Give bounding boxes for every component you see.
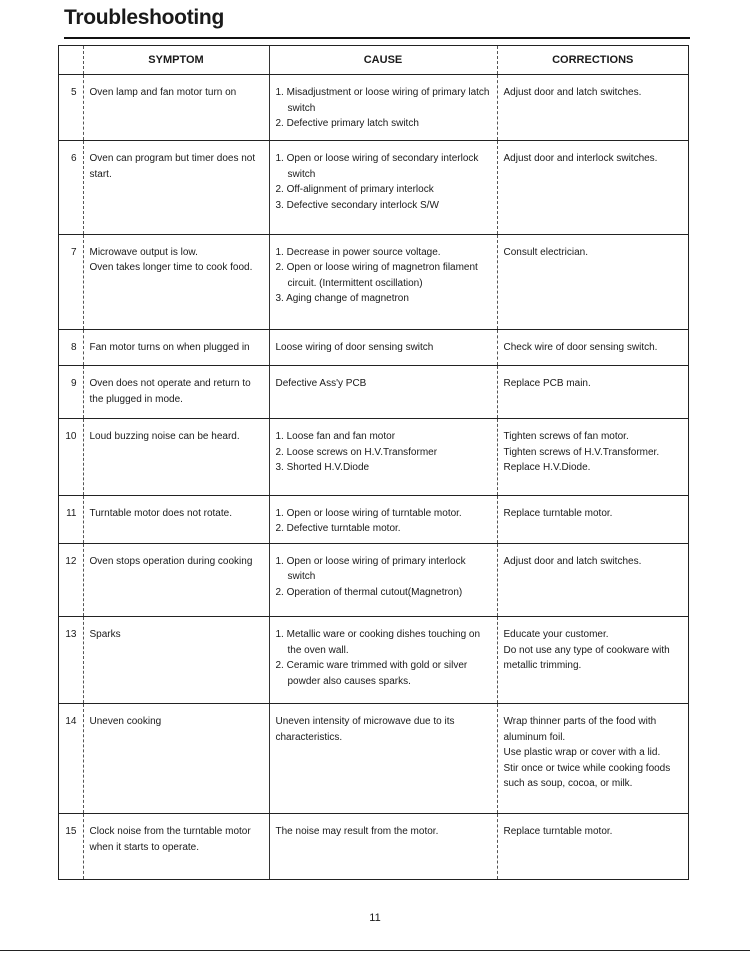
cause-line: 2. Ceramic ware trimmed with gold or silver powder also causes sparks.: [275, 660, 468, 687]
table-row: [59, 543, 688, 617]
header-corrections: CORRECTIONS: [497, 46, 688, 75]
corrections-cell: [497, 495, 688, 543]
corrections-cell: [497, 419, 688, 496]
cause-line: 2. Loose screws on H.V.Transformer: [275, 446, 438, 458]
troubleshooting-table-frame: [58, 45, 689, 880]
symptom-line: Uneven cooking: [89, 716, 162, 728]
row-number: 11: [59, 495, 83, 543]
symptom-line: Sparks: [89, 629, 121, 641]
table-header-row: [59, 46, 688, 75]
cause-line: 2. Open or loose wiring of magnetron filament circuit. (Intermittent oscillation): [275, 262, 478, 289]
corrections-line: Stir once or twice while cooking foods such as soup, cocoa, or milk.: [503, 762, 671, 790]
corrections-cell: [497, 330, 688, 366]
cause-cell: [269, 141, 497, 234]
corrections-cell: [497, 234, 688, 329]
row-number: 12: [59, 543, 83, 617]
title-underline: [64, 37, 690, 39]
symptom-line: Oven can program but timer does not start.: [89, 153, 256, 180]
table-row: [59, 75, 688, 141]
cause-line: 2. Defective turntable motor.: [275, 523, 401, 535]
symptom-line: Oven does not operate and return to the plugged in mode.: [89, 378, 251, 405]
corrections-cell: [497, 543, 688, 617]
page-number: 11: [369, 912, 381, 924]
cause-line: The noise may result from the motor.: [275, 826, 439, 838]
row-number: 14: [59, 704, 83, 814]
corrections-line: Adjust door and interlock switches.: [503, 153, 658, 165]
table-row: [59, 704, 688, 814]
footer-rule: [0, 950, 750, 951]
troubleshooting-table: [59, 46, 688, 879]
row-number: 13: [59, 617, 83, 704]
row-number: 6: [59, 141, 83, 234]
symptom-cell: [83, 75, 269, 141]
cause-line: 1. Open or loose wiring of turntable motor.: [275, 507, 462, 519]
symptom-cell: [83, 543, 269, 617]
corrections-line: Replace H.V.Diode.: [503, 462, 591, 474]
corrections-cell: [497, 704, 688, 814]
row-number: 10: [59, 419, 83, 496]
symptom-line: Fan motor turns on when plugged in: [89, 342, 250, 354]
table-row: [59, 366, 688, 419]
row-number: 9: [59, 366, 83, 419]
symptom-line: Clock noise from the turntable motor when it starts to operate.: [89, 826, 251, 853]
corrections-line: Consult electrician.: [503, 246, 588, 258]
corrections-line: Check wire of door sensing switch.: [503, 342, 658, 354]
symptom-cell: [83, 704, 269, 814]
table-row: [59, 617, 688, 704]
symptom-line: Oven stops operation during cooking: [89, 555, 253, 567]
row-number: 5: [59, 75, 83, 141]
symptom-cell: [83, 495, 269, 543]
cause-line: 2. Off-alignment of primary interlock: [275, 184, 434, 196]
cause-line: 2. Defective primary latch switch: [275, 118, 419, 129]
symptom-line: Microwave output is low.: [89, 246, 198, 258]
cause-cell: [269, 704, 497, 814]
cause-line: 1. Decrease in power source voltage.: [275, 246, 441, 258]
corrections-line: Wrap thinner parts of the food with aluminum foil.: [503, 716, 657, 743]
corrections-cell: [497, 141, 688, 234]
header-number: [59, 46, 83, 75]
symptom-line: Loud buzzing noise can be heard.: [89, 431, 240, 443]
cause-line: 1. Open or loose wiring of secondary interlock switch: [275, 153, 479, 180]
cause-cell: [269, 75, 497, 141]
cause-line: Defective Ass'y PCB: [275, 378, 367, 390]
symptom-cell: [83, 617, 269, 704]
corrections-line: Do not use any type of cookware with metallic trimming.: [503, 644, 670, 672]
table-row: [59, 330, 688, 366]
table-row: [59, 419, 688, 496]
row-number: 15: [65, 826, 77, 838]
row-number: 7: [59, 234, 83, 329]
cause-line: 2. Operation of thermal cutout(Magnetron): [275, 586, 463, 598]
cause-cell: [269, 234, 497, 329]
corrections-line: Tighten screws of fan motor.: [503, 431, 629, 443]
corrections-cell: [497, 366, 688, 419]
corrections-cell: [497, 75, 688, 141]
table-row: [59, 141, 688, 234]
symptom-cell: [83, 366, 269, 419]
cause-line: 3. Aging change of magnetron: [275, 293, 409, 305]
corrections-line: Replace PCB main.: [503, 378, 591, 390]
cause-line: Uneven intensity of microwave due to its characteristics.: [275, 716, 455, 743]
symptom-cell: [83, 330, 269, 366]
header-symptom: SYMPTOM: [83, 46, 269, 75]
symptom-line: Oven lamp and fan motor turn on: [89, 87, 237, 98]
cause-cell: [269, 330, 497, 366]
symptom-cell: [83, 141, 269, 234]
symptom-line: Oven takes longer time to cook food.: [89, 262, 253, 274]
cause-cell: [269, 495, 497, 543]
table-row: [59, 495, 688, 543]
cause-line: 1. Metallic ware or cooking dishes touching on the oven wall.: [275, 629, 481, 656]
corrections-line: Replace turntable motor.: [503, 507, 613, 519]
cause-cell: [269, 814, 497, 879]
cause-line: 3. Defective secondary interlock S/W: [275, 199, 439, 211]
corrections-line: Educate your customer.: [503, 629, 609, 641]
table-body: [59, 75, 688, 880]
symptom-cell: [83, 234, 269, 329]
cause-line: 1. Open or loose wiring of primary interlock switch: [275, 555, 466, 583]
corrections-cell: [497, 617, 688, 704]
symptom-cell: [83, 419, 269, 496]
symptom-line: Turntable motor does not rotate.: [89, 507, 232, 519]
corrections-cell: [497, 814, 688, 879]
cause-line: Loose wiring of door sensing switch: [275, 342, 434, 354]
page-title: Troubleshooting: [64, 6, 224, 29]
cause-line: 3. Shorted H.V.Diode: [275, 462, 370, 474]
cause-cell: [269, 366, 497, 419]
cause-cell: [269, 419, 497, 496]
corrections-line: Tighten screws of H.V.Transformer.: [503, 446, 660, 458]
cause-cell: [269, 617, 497, 704]
cause-cell: [269, 543, 497, 617]
corrections-line: Adjust door and latch switches.: [503, 87, 642, 98]
corrections-line: Replace turntable motor.: [503, 826, 613, 838]
row-number: 8: [59, 330, 83, 366]
cause-line: 1. Misadjustment or loose wiring of primary latch switch: [275, 87, 490, 114]
cause-line: 1. Loose fan and fan motor: [275, 431, 396, 443]
table-row: [59, 234, 688, 329]
table-row: [59, 814, 688, 879]
header-cause: CAUSE: [269, 46, 497, 75]
symptom-cell: [83, 814, 269, 879]
corrections-line: Use plastic wrap or cover with a lid.: [503, 747, 661, 759]
corrections-line: Adjust door and latch switches.: [503, 555, 642, 567]
